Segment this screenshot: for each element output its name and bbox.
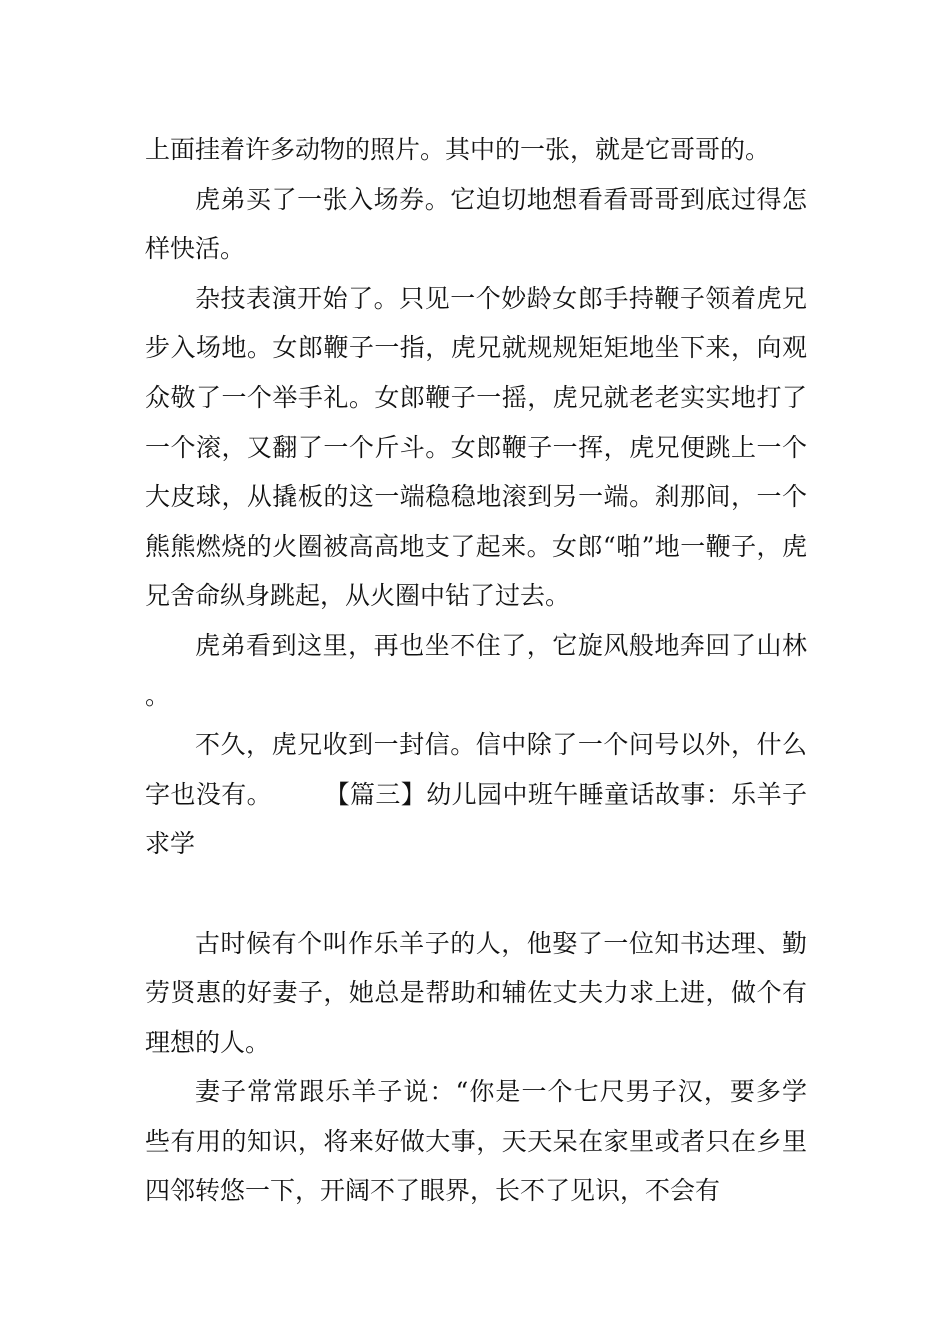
paragraph-leyangzi-intro: 古时候有个叫作乐羊子的人，他娶了一位知书达理、勤劳贤惠的好妻子，她总是帮助和辅佐丈夫力求上进，做个有理想的人。 xyxy=(145,928,807,1057)
paragraph-ticket: 虎弟买了一张入场券。它迫切地想看看哥哥到底过得怎样快活。 xyxy=(145,184,807,264)
paragraph-letter-text: 不久，虎兄收到一封信。信中除了一个问号以外，什么字也没有。 xyxy=(145,730,807,809)
paragraph-acrobatics: 杂技表演开始了。只见一个妙龄女郎手持鞭子领着虎兄步入场地。女郎鞭子一指，虎兄就规规矩矩地坐下来，向观众敬了一个举手礼。女郎鞭子一摇，虎兄就老老实实地打了一个滚，又翻了一个斤斗。女郎鞭子一挥，虎兄便跳上一个大皮球，从撬板的这一端稳稳地滚到另一端。刹那间，一个熊熊燃烧的火圈被高高地支了起来。女郎“啪”地一鞭子，虎兄舍命纵身跳起，从火圈中钻了过去。 xyxy=(145,283,807,611)
document-body xyxy=(145,125,807,1216)
paragraph-letter xyxy=(145,720,807,869)
paragraph-wife-speech: 妻子常常跟乐羊子说：“你是一个七尺男子汉，要多学些有用的知识，将来好做大事，天天呆在家里或者只在乡里四邻转悠一下，开阔不了眼界，长不了见识，不会有 xyxy=(145,1077,807,1206)
paragraph-continuation: 上面挂着许多动物的照片。其中的一张，就是它哥哥的。 xyxy=(145,135,771,164)
paragraph-return: 虎弟看到这里，再也坐不住了，它旋风般地奔回了山林。 xyxy=(145,630,807,710)
section-heading: 【篇三】幼儿园中班午睡童话故事：乐羊子求学 xyxy=(145,779,807,859)
